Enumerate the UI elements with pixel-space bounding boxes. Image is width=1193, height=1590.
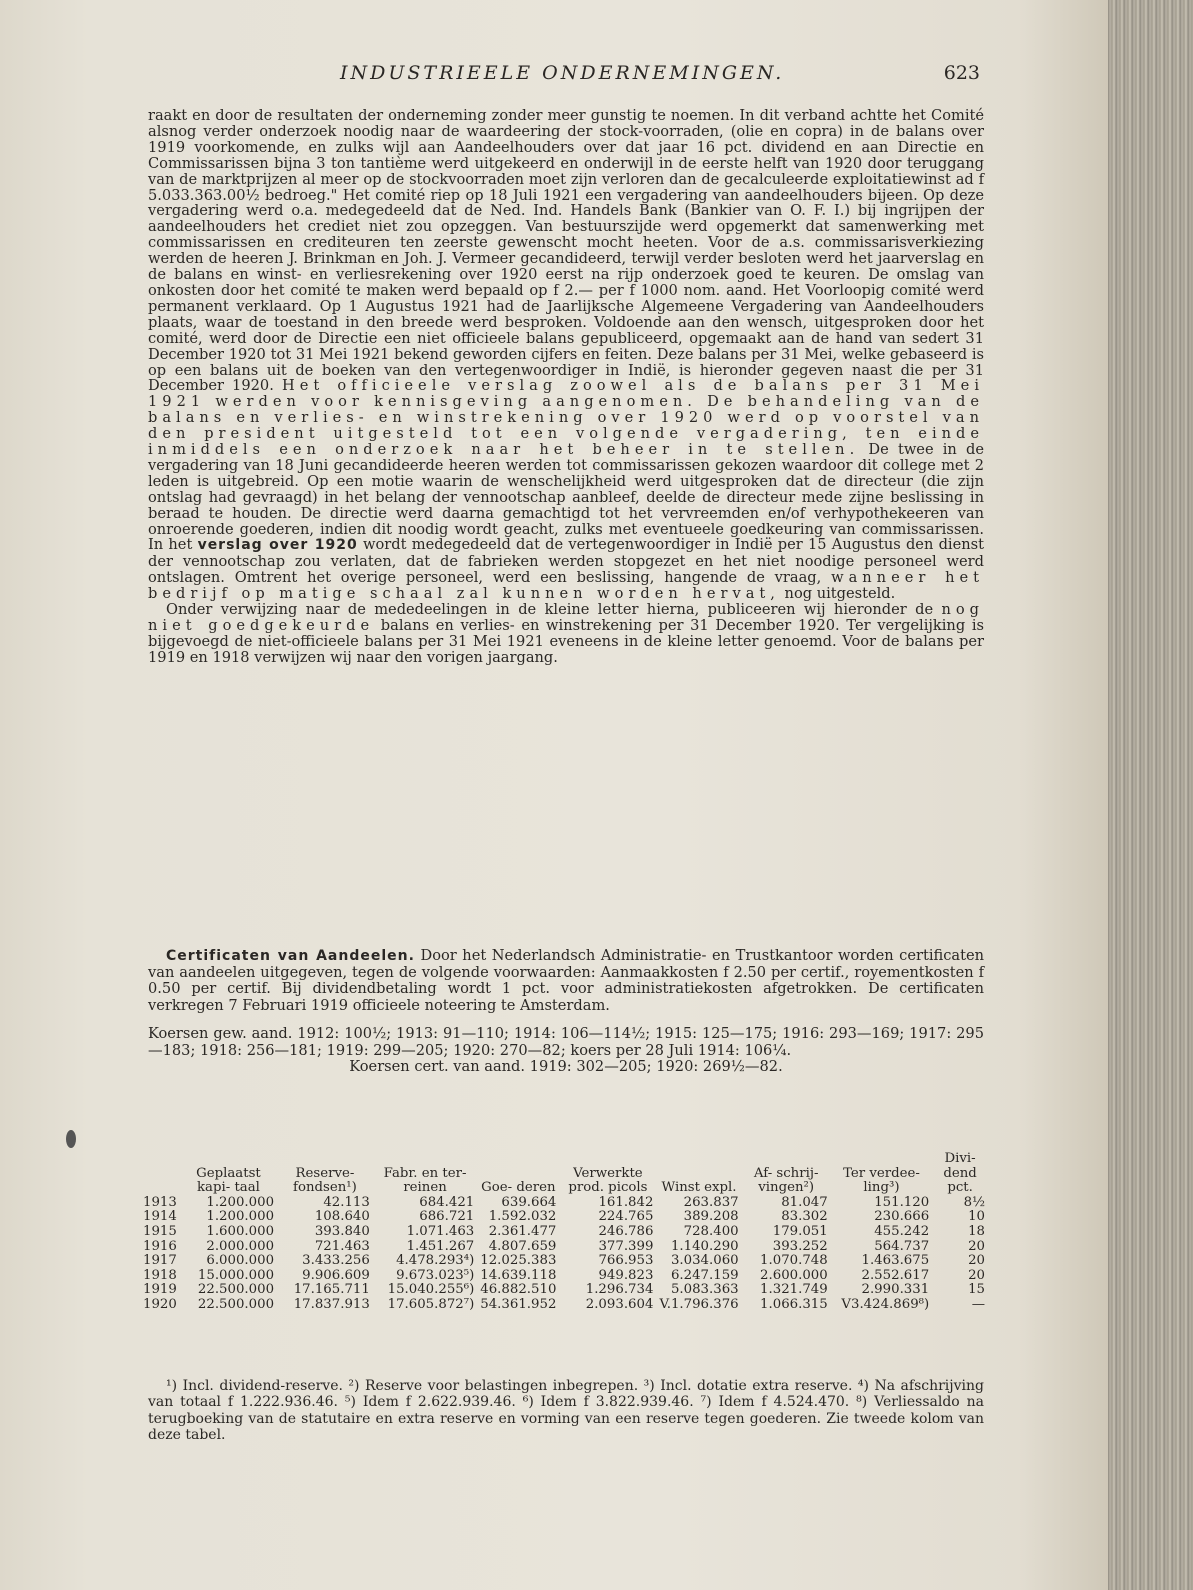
spaced-text: nog niet goedgekeurde (148, 601, 985, 634)
text-run: Door het Nederlandsch Administratie- en Trustkantoor worden certificaten van aandeelen uitgegeven, tegen de volgende voorwaarden: Aanmaakkosten f 2.50 per certif., royementkosten f 0.50 per certif. Bij dividendbetaling wordt 1 pct. voor administratiekosten afgetrokken. De certificaten verkregen 7 Februari 1919 officieele noteering te Amsterdam. (148, 947, 984, 1014)
table-cell: V.1.796.376 (659, 1296, 739, 1312)
table-row (140, 1269, 988, 1284)
table-cell: 15.000.000 (197, 1267, 275, 1283)
table-cell: 263.837 (683, 1194, 739, 1210)
certificates-section (148, 948, 984, 1076)
text-run: balans en verlies- en winstrekening per 31 December 1920. Ter vergelijking is bijgevoegd de niet-officieele balans per 31 Mei 1921 eveneens in de kleine letter genoemd. Voor de balans per 1919 en 1918 verwijzen wij naar den vorigen jaargang. (148, 617, 984, 666)
table-cell: 2.093.604 (585, 1296, 654, 1312)
table-cell: 161.842 (598, 1194, 654, 1210)
table-cell: 455.242 (874, 1223, 930, 1239)
koersen-gew: Koersen gew. aand. 1912: 100½; 1913: 91—110; 1914: 106—114½; 1915: 125—175; 1916: 293—169; 1917: 295—183; 1918: 256—181; 1919: 299—205; 1920: 270—82; koers per 28 Juli 1914: 106¼. (148, 1025, 984, 1059)
column-header: Ter verdee- ling³) (843, 1165, 920, 1196)
table-cell: 10 (968, 1209, 985, 1225)
table-cell: 8½ (963, 1194, 985, 1210)
table-cell: 686.721 (419, 1209, 475, 1225)
table-cell: 230.666 (874, 1209, 930, 1225)
table-cell: 151.120 (874, 1194, 930, 1210)
table-cell: 1.600.000 (206, 1223, 275, 1239)
text-run: De twee in de vergadering van 18 Juni gecandideerde heeren werden tot commissarissen gekozen waardoor dit college met 2 leden is uitgebreid. Op een motie waarin de wenschelijkheid werd uitgesproken dat de directeur (die zijn ontslag had gevraagd) in het belang der vennootschap aanbleef, deelde de directeur mede zijne beslissing in beraad te houden. De directie werd daarna gemachtigd tot het vervreemden en/of verhypothekeeren van onroerende goederen, indien dit noodig wordt geacht, zulks met eventueele goedkeuring van commissarissen. In het (148, 441, 985, 554)
table-cell: 564.737 (874, 1238, 930, 1254)
footnotes (148, 1378, 984, 1443)
table-row (140, 1210, 988, 1225)
table-cell: 17.165.711 (293, 1282, 370, 1298)
table-cell: 18 (968, 1223, 985, 1239)
table-cell: 246.786 (598, 1223, 654, 1239)
table-cell: 1.070.748 (760, 1253, 828, 1269)
main-text (148, 108, 984, 666)
table-cell: 1.200.000 (206, 1209, 275, 1225)
table-cell: 1.200.000 (206, 1194, 275, 1210)
table-cell: 22.500.000 (197, 1282, 275, 1298)
table-cell: 728.400 (683, 1223, 739, 1239)
table-cell: 393.840 (314, 1223, 370, 1239)
table-cell: 108.640 (314, 1209, 370, 1225)
table-cell: 949.823 (598, 1267, 654, 1283)
paragraph (148, 108, 984, 602)
column-header: Fabr. en ter- reinen (383, 1165, 467, 1196)
column-header: Winst expl. (661, 1180, 737, 1196)
column-header: Goe- deren (481, 1180, 556, 1196)
text-run: raakt en door de resultaten der onderneming zonder meer gunstig te noemen. In dit verband achtte het Comité alsnog verder onderzoek noodig naar de waardeering der stock-voorraden, (olie en copra) in de balans over 1919 voorkomende, en zulks wijl aan Aandeelhouders over dat jaar 16 pct. dividend en aan Directie en Commissarissen bijna 3 ton tantième werd uitgekeerd en onderwijl in de eerste helft van 1920 door teruggang van de marktprijzen al meer op de stockvoorraden moet zijn verloren dan de gecalculeerde exploitatiewinst ad f 5.033.363.00½ bedroeg." Het comité riep op 18 Juli 1921 een vergadering van aandeelhouders bijeen. Op deze vergadering werd o.a. medegedeeld dat de Ned. Ind. Handels Bank (Bankier van O. F. I.) bij ingrijpen der aandeelhouders het crediet niet zou opzeggen. Van bestuurszijde werd opgemerkt dat samenwerking met commissarissen en crediteuren ten zeerste gewenscht mocht heeten. Voor de a.s. commissarisverkiezing werden de heeren J. Brinkman en Joh. J. Vermeer gecandideerd, terwijl verder besloten werd het jaarverslag en de balans en winst- en verliesrekening over 1920 eerst na rijp onderzoek goed te keuren. De omslag van onkosten door het comité te maken werd bepaald op f 2.— per f 1000 nom. aand. Het Voorloopig comité werd permanent verklaard. Op 1 Augustus 1921 had de Jaarlijksche Algemeene Vergadering van Aandeelhouders plaats, waar de toestand in den breede werd besproken. Voldoende aan den wensch, uitgesproken door het comité, werd door de Directie een niet officieele balans gepubliceerd, opgemaakt aan de hand van sedert 31 December 1920 tot 31 Mei 1921 bekend geworden cijfers en feiten. Deze balans per 31 Mei, welke gebaseerd is op een balans uit de boeken van den vertegenwoordiger in Indië, is hieronder gegeven naast die per 31 December 1920. (148, 107, 984, 395)
table-cell: 14.639.118 (480, 1267, 557, 1283)
spaced-text: wanneer het bedrijf op matige schaal zal kunnen worden hervat, (148, 569, 985, 603)
table-cell: 766.953 (598, 1253, 654, 1269)
year-cell: 1915 (143, 1223, 177, 1239)
table-row (140, 1240, 988, 1255)
table-cell: 1.140.290 (670, 1238, 739, 1254)
table-cell: 1.451.267 (406, 1238, 475, 1254)
table-cell: 179.051 (772, 1223, 828, 1239)
table-cell: 4.807.659 (488, 1238, 557, 1254)
table-cell: 1.463.675 (861, 1253, 930, 1269)
section-heading: Certificaten van Aandeelen. (166, 948, 415, 964)
table-cell: 393.252 (772, 1238, 828, 1254)
table-cell: 15 (968, 1282, 985, 1298)
table-cell: 5.083.363 (670, 1282, 739, 1298)
text-run: nog uitgesteld. (784, 585, 896, 603)
table-cell: 1.066.315 (760, 1296, 828, 1312)
page-header (150, 62, 980, 90)
table-cell: — (971, 1296, 985, 1312)
table-header-row (140, 1152, 988, 1196)
table-cell: 17.605.872⁷) (387, 1296, 475, 1312)
table-cell: 46.882.510 (480, 1282, 557, 1298)
table-cell: 3.034.060 (670, 1253, 739, 1269)
year-cell: 1916 (143, 1238, 177, 1254)
column-header: Af- schrij- vingen²) (753, 1165, 819, 1196)
table-row (140, 1196, 988, 1211)
year-cell: 1917 (143, 1253, 177, 1269)
table-cell: 20 (968, 1253, 985, 1269)
financial-table (140, 1152, 988, 1313)
table-cell: V3.424.869⁸) (841, 1296, 930, 1312)
table-cell: 12.025.383 (480, 1253, 557, 1269)
table-cell: 639.664 (501, 1194, 557, 1210)
column-header: Divi- dend pct. (943, 1151, 977, 1196)
table-cell: 2.990.331 (861, 1282, 930, 1298)
table-cell: 22.500.000 (197, 1296, 275, 1312)
bold-text: verslag over 1920 (197, 537, 358, 554)
text-run: wordt medegedeeld dat de vertegenwoordiger in Indië per 15 Augustus den dienst der vennootschap zou verlaten, dat de fabrieken werden stopgezet en het niet noodige personeel werd ontslagen. Omtrent het overige personeel, werd een beslissing, hangende de vraag, (148, 536, 984, 587)
paragraph (148, 948, 984, 1014)
table-cell: 2.552.617 (861, 1267, 930, 1283)
table-cell: 1.296.734 (585, 1282, 654, 1298)
column-header: Reserve- fondsen¹) (293, 1165, 357, 1196)
table-cell: 9.906.609 (302, 1267, 370, 1283)
table-cell: 20 (968, 1267, 985, 1283)
column-header: Geplaatst kapi- taal (196, 1165, 261, 1196)
ink-blot (66, 1130, 76, 1148)
table-cell: 1.592.032 (488, 1209, 557, 1225)
table-cell: 2.600.000 (760, 1267, 828, 1283)
table-cell: 15.040.255⁶) (387, 1282, 475, 1298)
footnote-text: ¹) Incl. dividend-reserve. ²) Reserve voor belastingen inbegrepen. ³) Incl. dotatie extra reserve. ⁴) Na afschrijving van totaal f 1.222.936.46. ⁵) Idem f 2.622.939.46. ⁶) Idem f 3.822.939.46. ⁷) Idem f 4.524.470. ⁸) Verliessaldo na terugboeking van de statutaire en extra reserve en vorming van een reserve tegen goederen. Zie tweede kolom van deze tabel. (148, 1378, 984, 1443)
table-cell: 9.673.023⁵) (396, 1267, 475, 1283)
table-row (140, 1254, 988, 1269)
year-cell: 1918 (143, 1267, 177, 1283)
table-body (140, 1196, 988, 1313)
table-cell: 83.302 (781, 1209, 828, 1225)
table-row (140, 1298, 988, 1313)
column-header: Verwerkte prod. picols (568, 1165, 648, 1196)
year-cell: 1919 (143, 1282, 177, 1298)
running-title: INDUSTRIEELE ONDERNEMINGEN. (340, 62, 785, 84)
table-row (140, 1283, 988, 1298)
table-cell: 3.433.256 (302, 1253, 370, 1269)
table-cell: 42.113 (323, 1194, 370, 1210)
book-spine (1108, 0, 1193, 1590)
table-cell: 224.765 (598, 1209, 654, 1225)
table-cell: 20 (968, 1238, 985, 1254)
page-number: 623 (943, 62, 980, 84)
table-cell: 54.361.952 (480, 1296, 557, 1312)
table-cell: 6.247.159 (670, 1267, 739, 1283)
column-header (140, 1152, 180, 1196)
table-cell: 377.399 (598, 1238, 654, 1254)
table-cell: 6.000.000 (206, 1253, 275, 1269)
spaced-text: Het officieele verslag zoowel als de balans per 31 Mei 1921 werden voor kennisgeving aangenomen. De behandeling van de balans en verlies- en winstrekening over 1920 werd op voorstel van den president uitgesteld tot een volgende vergadering, ten einde inmiddels een onderzoek naar het beheer in te stellen. (148, 377, 984, 459)
year-cell: 1914 (143, 1209, 177, 1225)
table-cell: 1.321.749 (760, 1282, 828, 1298)
text-run: Onder verwijzing naar de mededeelingen in de kleine letter hierna, publiceeren wij hieronder de (166, 601, 934, 619)
table-cell: 4.478.293⁴) (396, 1253, 475, 1269)
year-cell: 1913 (143, 1194, 177, 1210)
table-row (140, 1225, 988, 1240)
table-cell: 81.047 (781, 1194, 828, 1210)
table-cell: 684.421 (419, 1194, 475, 1210)
koersen-cert: Koersen cert. van aand. 1919: 302—205; 1920: 269½—82. (349, 1058, 783, 1075)
paragraph (148, 602, 984, 666)
table-cell: 389.208 (683, 1209, 739, 1225)
table-cell: 721.463 (314, 1238, 370, 1254)
table-cell: 2.361.477 (488, 1223, 557, 1239)
year-cell: 1920 (143, 1296, 177, 1312)
table-cell: 2.000.000 (206, 1238, 275, 1254)
table-cell: 1.071.463 (406, 1223, 475, 1239)
table-cell: 17.837.913 (293, 1296, 370, 1312)
